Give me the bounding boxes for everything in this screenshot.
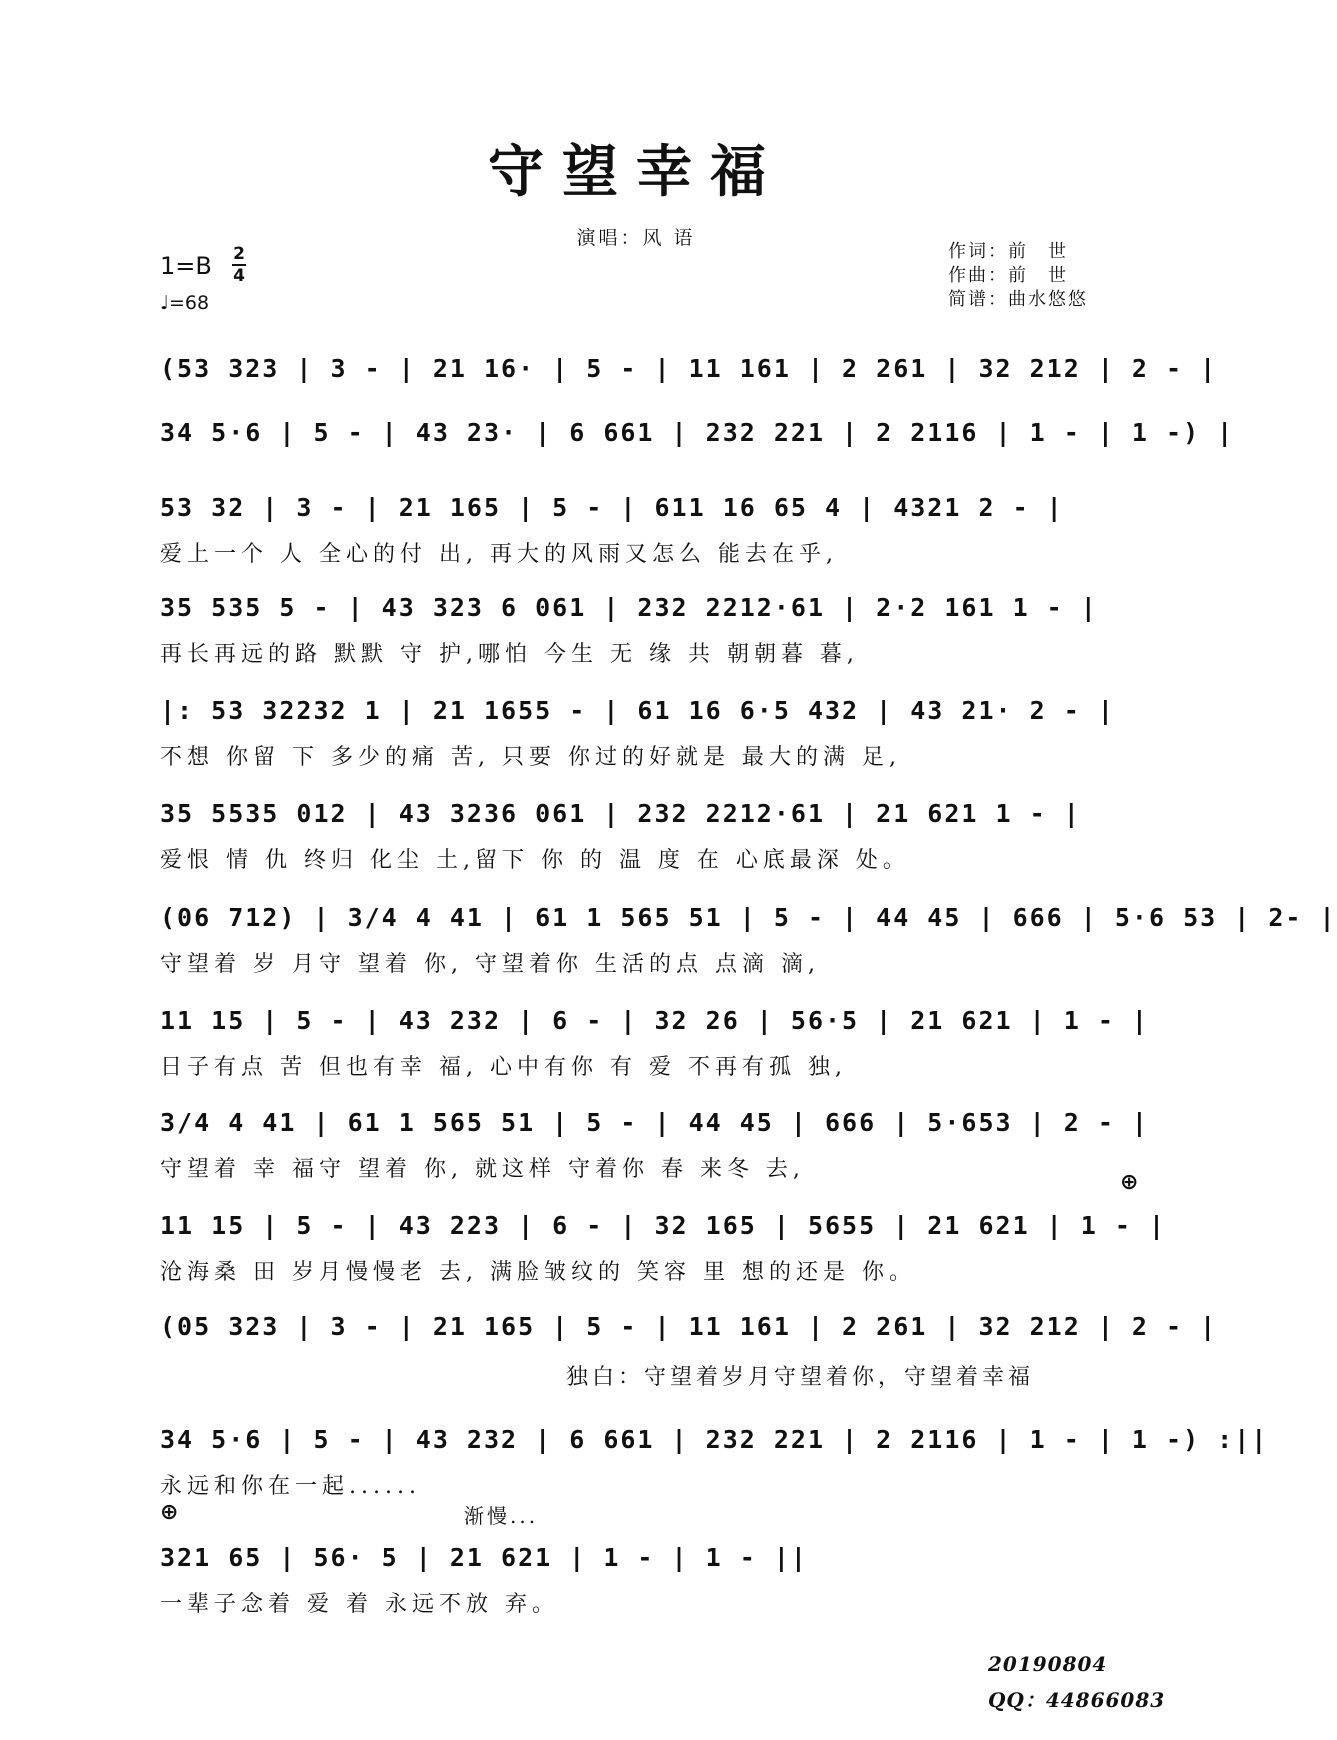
notation: 321 65 | 56· 5 | 21 621 | 1 - | 1 - || xyxy=(160,1542,808,1572)
notation: (06 712) | 3/4 4 41 | 61 1 565 51 | 5 - | 44 45 | 666 | 5·6 53 | 2- | xyxy=(160,902,1337,932)
score-line-13 xyxy=(160,1537,1125,1617)
monologue-text: 独白：守望着岁月守望着你，守望着幸福 xyxy=(566,1365,1035,1390)
song-title: 守望幸福 xyxy=(488,139,784,205)
lyricist-credit: 作词：前 世 xyxy=(948,241,1068,262)
tempo-marking: ♩=68 xyxy=(160,292,210,314)
lyrics: 不想 你留 下 多少的痛 苦, 只要 你过的好就是 最大的满 足, xyxy=(160,745,901,770)
notation: |: 53 32232 1 | 21 1655 - | 61 16 6·5 432 | 43 21· 2 - | xyxy=(160,695,1115,725)
lyrics: 日子有点 苦 但也有幸 福, 心中有你 有 爱 不再有孤 独, xyxy=(160,1055,847,1080)
time-signature-bottom: 4 xyxy=(233,266,245,286)
lyrics: 再长再远的路 默默 守 护,哪怕 今生 无 缘 共 朝朝暮 暮, xyxy=(160,642,859,667)
score-line-12 xyxy=(160,1419,1269,1499)
lyrics: 永远和你在一起...... xyxy=(160,1474,421,1499)
score-line-6 xyxy=(160,793,1125,873)
notation: 35 535 5 - | 43 323 6 061 | 232 2212·61 | 2·2 161 1 - | xyxy=(160,592,1098,622)
score-line-4 xyxy=(160,587,1125,667)
score-line-5 xyxy=(160,690,1125,770)
score-line-8 xyxy=(160,1000,1149,1080)
date-stamp: 20190804 xyxy=(988,1652,1108,1676)
notation: 11 15 | 5 - | 43 232 | 6 - | 32 26 | 56·5 | 21 621 | 1 - | xyxy=(160,1005,1149,1035)
lyrics: 爱恨 情 仇 终归 化尘 土,留下 你 的 温 度 在 心底最深 处。 xyxy=(160,848,910,873)
score-line-2 xyxy=(160,412,1235,452)
singer-credit: 演唱：风 语 xyxy=(576,227,696,249)
lyrics: 爱上一个 人 全心的付 出, 再大的风雨又怎么 能去在乎, xyxy=(160,542,838,567)
notation: 11 15 | 5 - | 43 223 | 6 - | 32 165 | 5655 | 21 621 | 1 - | xyxy=(160,1210,1167,1240)
transcriber-credit: 简谱：曲水悠悠 xyxy=(948,289,1088,310)
notation: 53 32 | 3 - | 21 165 | 5 - | 611 16 65 4 | 4321 2 - | xyxy=(160,492,1064,522)
ritardando-marking: 渐慢... xyxy=(464,1504,539,1528)
credits-block xyxy=(948,240,1088,312)
notation: 34 5·6 | 5 - | 43 23· | 6 661 | 232 221 | 2 2116 | 1 - | 1 -) | xyxy=(160,417,1235,447)
score-line-3 xyxy=(160,487,1125,567)
score-line-1 xyxy=(160,348,1218,388)
score-line-7 xyxy=(160,897,1337,977)
notation: (05 323 | 3 - | 21 165 | 5 - | 11 161 | 2 261 | 32 212 | 2 - | xyxy=(160,1311,1218,1341)
lyrics: 守望着 幸 福守 望着 你, 就这样 守着你 春 来冬 去, xyxy=(160,1157,805,1182)
qq-contact: QQ：44866083 xyxy=(988,1688,1166,1712)
lyrics: 沧海桑 田 岁月慢慢老 去, 满脸皱纹的 笑容 里 想的还是 你。 xyxy=(160,1260,916,1285)
composer-credit: 作曲：前 世 xyxy=(948,265,1068,286)
notation: 35 5535 012 | 43 3236 061 | 232 2212·61 | 21 621 1 - | xyxy=(160,798,1081,828)
score-line-9 xyxy=(160,1102,1149,1182)
notation: 34 5·6 | 5 - | 43 232 | 6 661 | 232 221 | 2 2116 | 1 - | 1 -) :|| xyxy=(160,1424,1269,1454)
score-line-11 xyxy=(160,1306,1218,1346)
notation: (53 323 | 3 - | 21 16· | 5 - | 11 161 | 2 261 | 32 212 | 2 - | xyxy=(160,353,1218,383)
notation: 3/4 4 41 | 61 1 565 51 | 5 - | 44 45 | 666 | 5·653 | 2 - | xyxy=(160,1107,1149,1137)
coda-sign-icon: ⊕ xyxy=(160,1500,179,1525)
score-line-10 xyxy=(160,1205,1167,1285)
time-signature-top: 2 xyxy=(233,244,245,264)
key-signature: 1=B xyxy=(160,252,212,280)
lyrics: 一辈子念着 爱 着 永远不放 弃。 xyxy=(160,1592,559,1617)
time-signature xyxy=(232,244,246,286)
lyrics: 守望着 岁 月守 望着 你, 守望着你 生活的点 点滴 滴, xyxy=(160,952,820,977)
coda-sign-icon: ⊕ xyxy=(1120,1170,1139,1195)
